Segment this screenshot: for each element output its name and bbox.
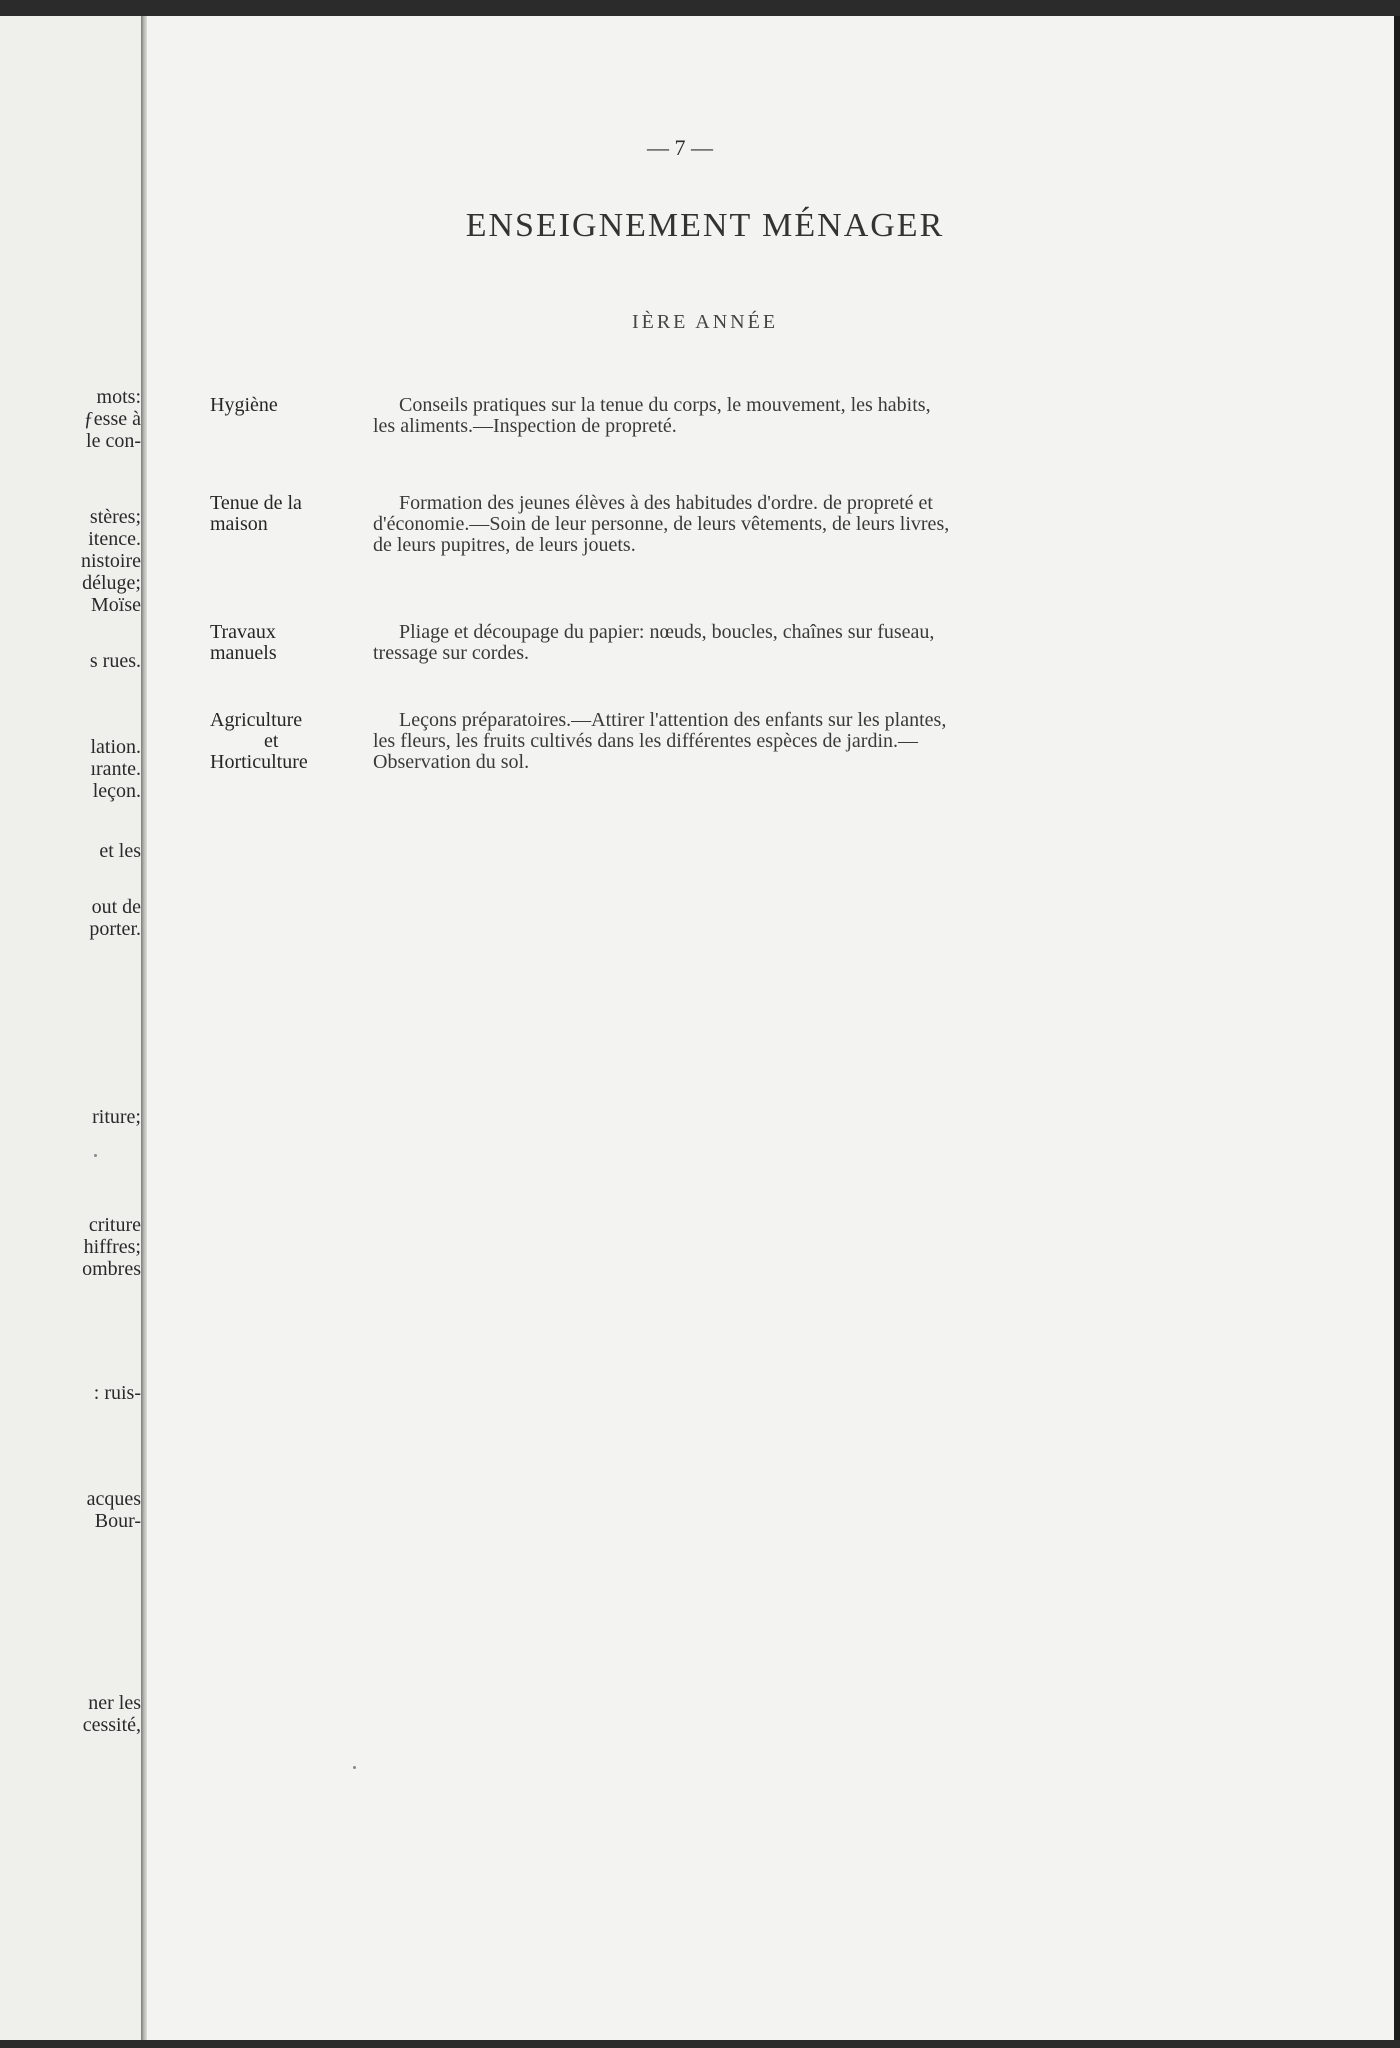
scan-edge-bottom xyxy=(0,2040,1400,2048)
section-text-line: Pliage et découpage du papier: nœuds, boucles, chaînes sur fuseau, xyxy=(399,621,935,643)
section-text-line: les aliments.—Inspection de propreté. xyxy=(373,415,677,437)
section-label-line: Travaux xyxy=(210,621,276,643)
facing-page-line: s rues. xyxy=(89,650,141,672)
section-text-line: Conseils pratiques sur la tenue du corps, le mouvement, les habits, xyxy=(399,394,931,416)
facing-page-line: stères; xyxy=(89,506,141,528)
section-label-line: Hygiène xyxy=(210,394,278,416)
section-label xyxy=(210,493,360,535)
facing-page-line: Moïse xyxy=(91,594,141,616)
facing-page-line: ner les xyxy=(88,1692,141,1714)
page-number-text: — 7 — xyxy=(647,135,713,160)
facing-page-line: le con- xyxy=(86,430,141,452)
facing-page-fragment xyxy=(0,16,141,2040)
section-text-line: de leurs pupitres, de leurs jouets. xyxy=(373,534,636,556)
section-text-line: les fleurs, les fruits cultivés dans les différentes espèces de jardin.— xyxy=(373,730,919,752)
section-label xyxy=(210,395,360,416)
section-label-line: Tenue de la xyxy=(210,492,302,514)
facing-page-line: criture xyxy=(88,1214,141,1236)
facing-page-line: ırante. xyxy=(90,758,141,780)
facing-page-line: ombres xyxy=(82,1258,141,1280)
facing-page-line: : ruis- xyxy=(93,1382,141,1404)
section-label-line: Agriculture xyxy=(210,709,303,731)
section-text xyxy=(373,622,1208,664)
section-text-line: d'économie.—Soin de leur personne, de leurs vêtements, de leurs livres, xyxy=(373,513,950,535)
section-text-line: Observation du sol. xyxy=(373,751,530,773)
facing-page-line: et les xyxy=(99,840,141,862)
facing-page-line: acques xyxy=(86,1488,141,1510)
book-gutter xyxy=(141,16,147,2040)
scan-edge xyxy=(1394,16,1400,2040)
scan-speck xyxy=(353,1766,356,1769)
section-label-line: maison xyxy=(210,513,268,535)
section-text xyxy=(373,710,1208,773)
facing-page-line: déluge; xyxy=(82,572,141,594)
section-text-line: Leçons préparatoires.—Attirer l'attention des enfants sur les plantes, xyxy=(399,709,947,731)
section-text-line: Formation des jeunes élèves à des habitudes d'ordre. de propreté et xyxy=(399,492,933,514)
facing-page-line: leçon. xyxy=(92,780,141,802)
year-heading: IÈRE ANNÉE xyxy=(631,311,779,333)
page-title: ENSEIGNEMENT MÉNAGER xyxy=(465,207,945,244)
page-number xyxy=(0,135,1400,161)
facing-page-line: nistoire xyxy=(81,550,141,572)
section-text-line: tressage sur cordes. xyxy=(373,642,530,664)
section-label-line: et xyxy=(264,730,279,752)
facing-page-line: out de xyxy=(91,896,141,918)
facing-page-line: itence. xyxy=(88,528,141,550)
facing-page-line: cessité, xyxy=(82,1714,141,1736)
facing-page-line: hiffres; xyxy=(83,1236,141,1258)
section-text xyxy=(373,395,1208,437)
facing-page-line: riture; xyxy=(92,1106,141,1128)
facing-page-line: lation. xyxy=(90,736,141,758)
section-text xyxy=(373,493,1208,556)
scan-speck xyxy=(94,1154,97,1157)
facing-page-line: ƒesse à xyxy=(83,408,141,430)
facing-page-line: Bour- xyxy=(94,1510,141,1532)
section-label-line: manuels xyxy=(210,642,277,664)
section-label xyxy=(210,710,360,773)
facing-page-line: mots: xyxy=(96,386,141,408)
section-label xyxy=(210,622,360,664)
section-label-line: Horticulture xyxy=(210,751,308,773)
facing-page-line: porter. xyxy=(89,918,141,940)
